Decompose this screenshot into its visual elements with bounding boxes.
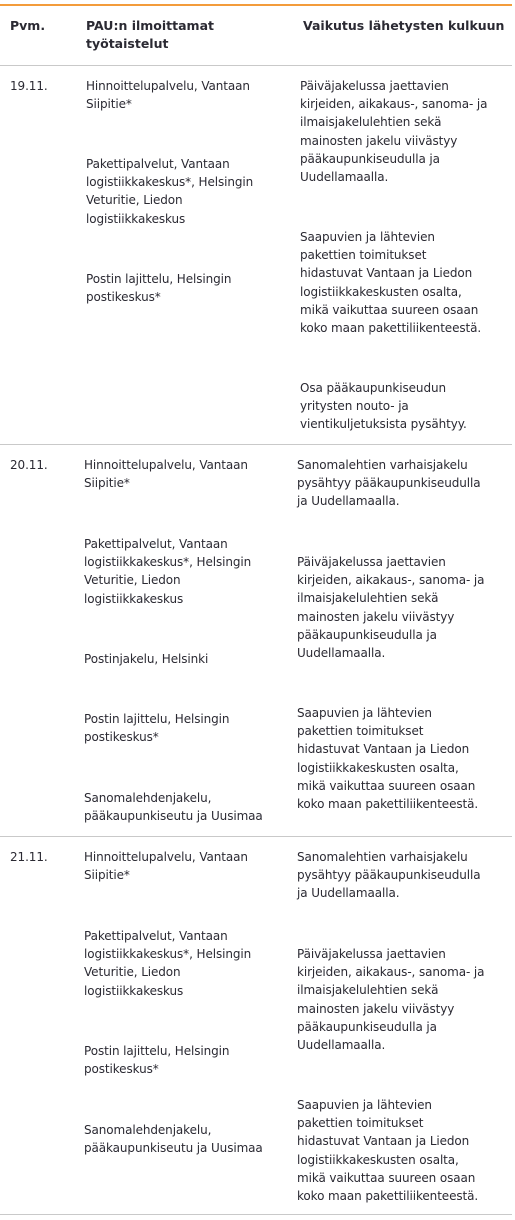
effect-item: Osa pääkaupunkiseudun yritysten nouto- ja vientikuljetuksista pysähtyy. <box>300 381 467 432</box>
effect-item: Päiväjakelussa jaettavien kirjeiden, aikakaus-, sanoma- ja ilmaisjakelulehtien sekä mainosten jakelu viivästyy pääkaupunkiseudulla ja Uudellamaalla. <box>297 555 485 661</box>
row-date: 19.11. <box>10 79 48 93</box>
strike-item: Sanomalehdenjakelu, pääkaupunkiseutu ja Uusimaa <box>84 791 263 824</box>
effect-item: Päiväjakelussa jaettavien kirjeiden, aikakaus-, sanoma- ja ilmaisjakelulehtien sekä mainosten jakelu viivästyy pääkaupunkiseudulla ja Uudellamaalla. <box>297 947 485 1053</box>
strike-item: Postinjakelu, Helsinki <box>84 652 209 666</box>
strike-item: Postin lajittelu, Helsingin postikeskus* <box>84 712 230 745</box>
effect-item: Sanomalehtien varhaisjakelu pysähtyy pääkaupunkiseudulla ja Uudellamaalla. <box>297 850 481 901</box>
strike-item: Pakettipalvelut, Vantaan logistiikkakeskus*, Helsingin Veturitie, Liedon logistiikkakeskus <box>86 157 254 226</box>
strike-item: Postin lajittelu, Helsingin postikeskus* <box>84 1044 230 1077</box>
row-date: 20.11. <box>10 458 48 472</box>
effect-item: Saapuvien ja lähtevien pakettien toimitukset hidastuvat Vantaan ja Liedon logistiikkakeskusten osalta, mikä vaikuttaa suureen osaan koko maan pakettiliikenteestä. <box>297 1098 479 1204</box>
header-divider <box>0 65 512 66</box>
effect-item: Sanomalehtien varhaisjakelu pysähtyy pääkaupunkiseudulla ja Uudellamaalla. <box>297 458 481 509</box>
strike-item: Hinnoittelupalvelu, Vantaan Siipitie* <box>84 458 248 491</box>
header-date: Pvm. <box>10 18 46 33</box>
accent-top-rule <box>0 4 512 6</box>
effect-item: Saapuvien ja lähtevien pakettien toimitukset hidastuvat Vantaan ja Liedon logistiikkakeskusten osalta, mikä vaikuttaa suureen osaan koko maan pakettiliikenteestä. <box>297 706 479 812</box>
strike-item: Hinnoittelupalvelu, Vantaan Siipitie* <box>86 79 250 112</box>
header-effect: Vaikutus lähetysten kulkuun <box>303 18 505 33</box>
strike-item: Sanomalehdenjakelu, pääkaupunkiseutu ja Uusimaa <box>84 1123 263 1156</box>
strike-item: Pakettipalvelut, Vantaan logistiikkakeskus*, Helsingin Veturitie, Liedon logistiikkakeskus <box>84 929 252 998</box>
strike-item: Pakettipalvelut, Vantaan logistiikkakeskus*, Helsingin Veturitie, Liedon logistiikkakeskus <box>84 537 252 606</box>
effect-item: Päiväjakelussa jaettavien kirjeiden, aikakaus-, sanoma- ja ilmaisjakelulehtien sekä mainosten jakelu viivästyy pääkaupunkiseudulla ja Uudellamaalla. <box>300 79 488 185</box>
row-divider <box>0 836 512 837</box>
row-divider <box>0 444 512 445</box>
row-divider <box>0 1214 512 1215</box>
strike-item: Hinnoittelupalvelu, Vantaan Siipitie* <box>84 850 248 883</box>
row-date: 21.11. <box>10 850 48 864</box>
effect-item: Saapuvien ja lähtevien pakettien toimitukset hidastuvat Vantaan ja Liedon logistiikkakeskusten osalta, mikä vaikuttaa suureen osaan koko maan pakettiliikenteestä. <box>300 230 482 336</box>
header-strikes: PAU:n ilmoittamat työtaistelut <box>86 18 214 51</box>
strike-item: Postin lajittelu, Helsingin postikeskus* <box>86 272 232 305</box>
